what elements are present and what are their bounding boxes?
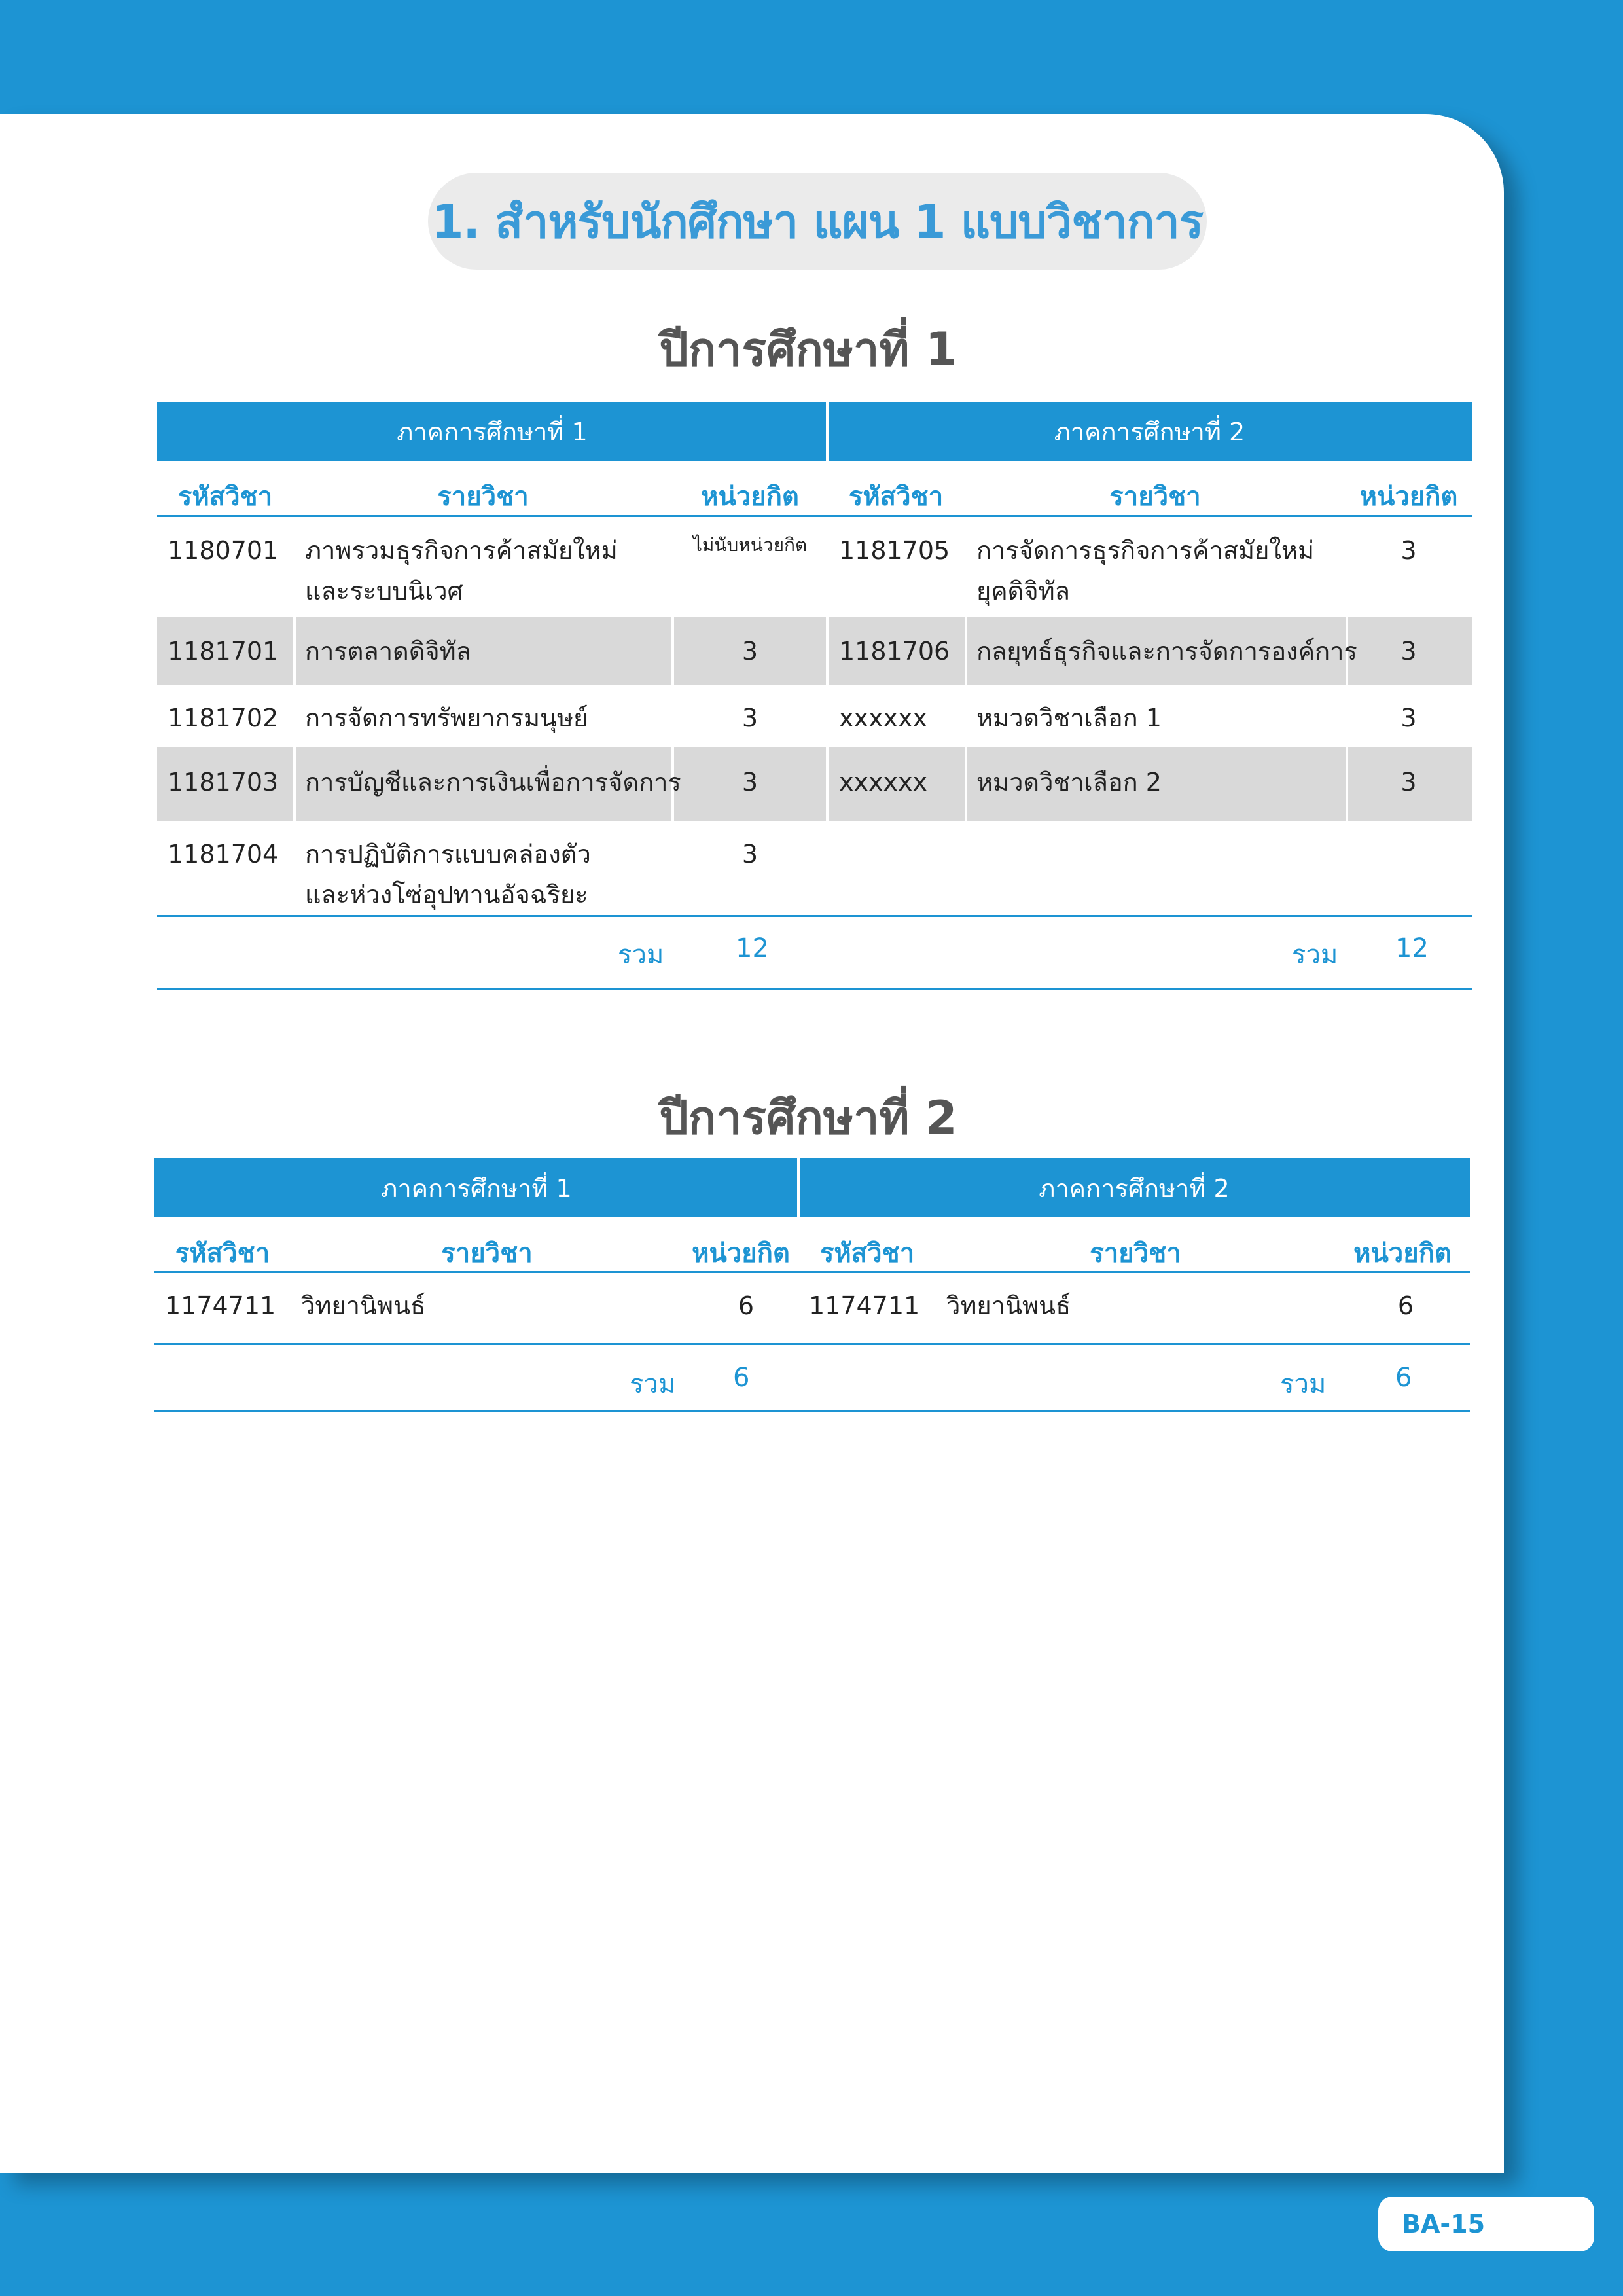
y2-s1-col-credit: หน่วยกิต xyxy=(692,1238,790,1268)
course-code: 1181706 xyxy=(839,637,950,666)
course-name: ภาพรวมธุรกิจการค้าสมัยใหม่ xyxy=(305,536,618,565)
course-code: 1181703 xyxy=(168,768,279,797)
page-number-badge: BA-15 xyxy=(1378,2197,1594,2251)
course-code: xxxxxx xyxy=(839,768,927,797)
semester-divider xyxy=(797,1158,800,1217)
y2-semester-2-header: ภาคการศึกษาที่ 2 xyxy=(798,1158,1470,1217)
cell-divider xyxy=(293,617,296,685)
course-name: วิทยานิพนธ์ xyxy=(301,1291,426,1320)
y1-s2-total: 12 xyxy=(1395,933,1429,963)
course-code: 1181702 xyxy=(168,704,279,732)
y1-s1-total: 12 xyxy=(736,933,769,963)
course-code: 1174711 xyxy=(809,1291,920,1320)
course-code: 1174711 xyxy=(165,1291,276,1320)
course-name-line2: และระบบนิเวศ xyxy=(305,577,463,605)
y2-s2-total-label: รวม xyxy=(1280,1369,1327,1399)
course-credit: 3 xyxy=(1400,704,1417,732)
y1-s1-col-name: รายวิชา xyxy=(437,482,529,512)
y2-s1-total-label: รวม xyxy=(630,1369,676,1399)
course-code: 1181701 xyxy=(168,637,279,666)
table-bottom-rule xyxy=(154,1410,1470,1412)
y1-semester-1-header: ภาคการศึกษาที่ 1 xyxy=(157,402,827,461)
cell-divider xyxy=(293,747,296,821)
year-2-title: ปีการศึกษาที่ 2 xyxy=(659,1091,957,1145)
course-name: วิทยานิพนธ์ xyxy=(946,1291,1071,1320)
y2-s2-col-name: รายวิชา xyxy=(1090,1238,1181,1268)
semester-divider xyxy=(826,402,829,461)
y1-s2-col-name: รายวิชา xyxy=(1109,482,1201,512)
y2-s2-col-code: รหัสวิชา xyxy=(819,1238,915,1268)
course-name: การจัดการธุรกิจการค้าสมัยใหม่ xyxy=(976,536,1315,565)
course-code: 1181704 xyxy=(168,840,279,869)
course-credit: 6 xyxy=(738,1291,755,1320)
course-credit: 3 xyxy=(1400,637,1417,666)
y1-semester-2-header: ภาคการศึกษาที่ 2 xyxy=(827,402,1472,461)
course-credit: 6 xyxy=(1397,1291,1414,1320)
y2-s2-col-credit: หน่วยกิต xyxy=(1353,1238,1452,1268)
course-code: 1181705 xyxy=(839,536,950,565)
cell-divider xyxy=(965,747,967,821)
y1-s1-col-code: รหัสวิชา xyxy=(177,482,273,512)
section-title: 1. สำหรับนักศึกษา แผน 1 แบบวิชาการ xyxy=(428,173,1207,270)
course-name: หมวดวิชาเลือก 2 xyxy=(976,768,1162,797)
y1-s1-col-credit: หน่วยกิต xyxy=(701,482,799,512)
header-rule xyxy=(157,515,1472,517)
course-name: การปฏิบัติการแบบคล่องตัว xyxy=(305,840,591,869)
y1-s2-col-code: รหัสวิชา xyxy=(848,482,944,512)
course-code: xxxxxx xyxy=(839,704,927,732)
y1-s2-col-credit: หน่วยกิต xyxy=(1359,482,1458,512)
y2-semester-1-header: ภาคการศึกษาที่ 1 xyxy=(154,1158,798,1217)
table-bottom-rule xyxy=(157,988,1472,990)
cell-divider xyxy=(965,617,967,685)
course-credit: 3 xyxy=(741,704,758,732)
year-1-title: ปีการศึกษาที่ 1 xyxy=(659,323,957,376)
y2-s1-total: 6 xyxy=(733,1363,750,1393)
course-credit: 3 xyxy=(741,840,758,869)
course-name-line2: และห่วงโซ่อุปทานอัจฉริยะ xyxy=(305,880,588,909)
y2-s1-col-code: รหัสวิชา xyxy=(175,1238,270,1268)
course-name-line2: ยุคดิจิทัล xyxy=(976,577,1070,605)
y2-s2-total: 6 xyxy=(1395,1363,1412,1393)
course-name: กลยุทธ์ธุรกิจและการจัดการองค์การ xyxy=(976,637,1357,666)
course-name: การจัดการทรัพยากรมนุษย์ xyxy=(305,704,588,732)
course-name: หมวดวิชาเลือก 1 xyxy=(976,704,1162,732)
total-rule xyxy=(154,1343,1470,1345)
course-name: การบัญชีและการเงินเพื่อการจัดการ xyxy=(305,768,681,797)
course-credit: 3 xyxy=(741,637,758,666)
header-rule xyxy=(154,1271,1470,1273)
course-credit: 3 xyxy=(1400,536,1417,565)
y1-s2-total-label: รวม xyxy=(1292,940,1338,970)
total-rule xyxy=(157,915,1472,917)
y2-s1-col-name: รายวิชา xyxy=(441,1238,533,1268)
course-code: 1180701 xyxy=(168,536,279,565)
course-credit: 3 xyxy=(741,768,758,797)
y1-s1-total-label: รวม xyxy=(618,940,664,970)
course-name: การตลาดดิจิทัล xyxy=(305,637,472,666)
course-credit: 3 xyxy=(1400,768,1417,797)
course-credit: ไม่นับหน่วยกิต xyxy=(692,534,808,556)
